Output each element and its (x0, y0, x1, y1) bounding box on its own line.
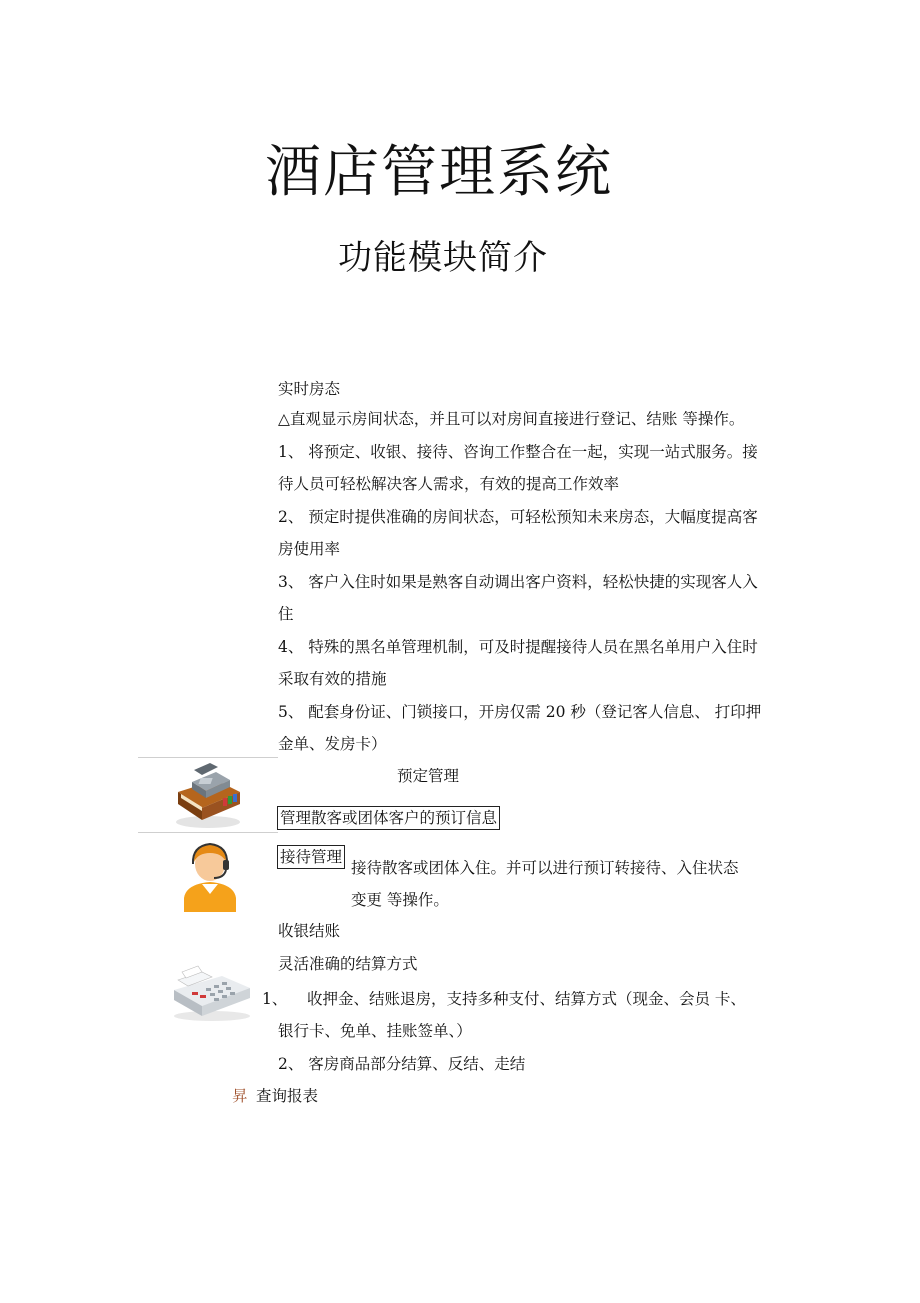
cashier-item: 2、 客房商品部分结算、反结、走结 (278, 1055, 526, 1073)
booking-heading: 预定管理 (397, 767, 460, 785)
realtime-line: 金单、发房卡） (278, 735, 387, 753)
realtime-line: 采取有效的措施 (278, 670, 387, 688)
reception-heading: 接待管理 (277, 845, 345, 869)
page-subtitle: 功能模块简介 (338, 238, 548, 278)
cashier-item-number: 1、 (262, 990, 288, 1008)
phone-book-icon (170, 758, 245, 830)
divider (138, 832, 278, 833)
cashier-subheading: 灵活准确的结算方式 (278, 955, 418, 973)
realtime-line: 待人员可轻松解决客人需求，有效的提高工作效率 (278, 475, 620, 493)
cashier-heading: 收银结账 (278, 922, 341, 940)
cashier-item: 银行卡、免单、挂账签单、） (278, 1022, 472, 1040)
realtime-line: 4、 特殊的黑名单管理机制，可及时提醒接待人员在黑名单用户入住时 (278, 638, 758, 656)
realtime-line: 1、 将预定、收银、接待、咨询工作整合在一起，实现一站式服务。接 (278, 443, 758, 461)
booking-desc: 管理散客或团体客户的预订信息 (277, 806, 500, 830)
realtime-heading: 实时房态 (278, 380, 341, 398)
report-bullet: 昇 (232, 1087, 248, 1105)
reception-desc: 变更 等操作。 (351, 891, 449, 909)
realtime-line: 2、 预定时提供准确的房间状态，可轻松预知未来房态，大幅度提高客 (278, 508, 758, 526)
realtime-intro: △直观显示房间状态，并且可以对房间直接进行登记、结账 等操作。 (278, 410, 745, 428)
cashier-item: 收押金、结账退房，支持多种支付、结算方式（现金、会员 卡、 (307, 990, 746, 1008)
realtime-line: 3、 客户入住时如果是熟客自动调出客户资料，轻松快捷的实现客人入 (278, 573, 758, 591)
realtime-line: 房使用率 (278, 540, 341, 558)
realtime-line: 住 (278, 605, 294, 623)
receptionist-headset-icon (180, 840, 240, 912)
cash-register-icon (168, 962, 254, 1022)
realtime-line: 5、 配套身份证、门锁接口，开房仅需 20 秒（登记客人信息、 打印押 (278, 703, 762, 721)
report-heading: 查询报表 (256, 1087, 319, 1105)
reception-desc: 接待散客或团体入住。并可以进行预订转接待、入住状态 (351, 859, 739, 877)
page-title: 酒店管理系统 (265, 140, 613, 205)
